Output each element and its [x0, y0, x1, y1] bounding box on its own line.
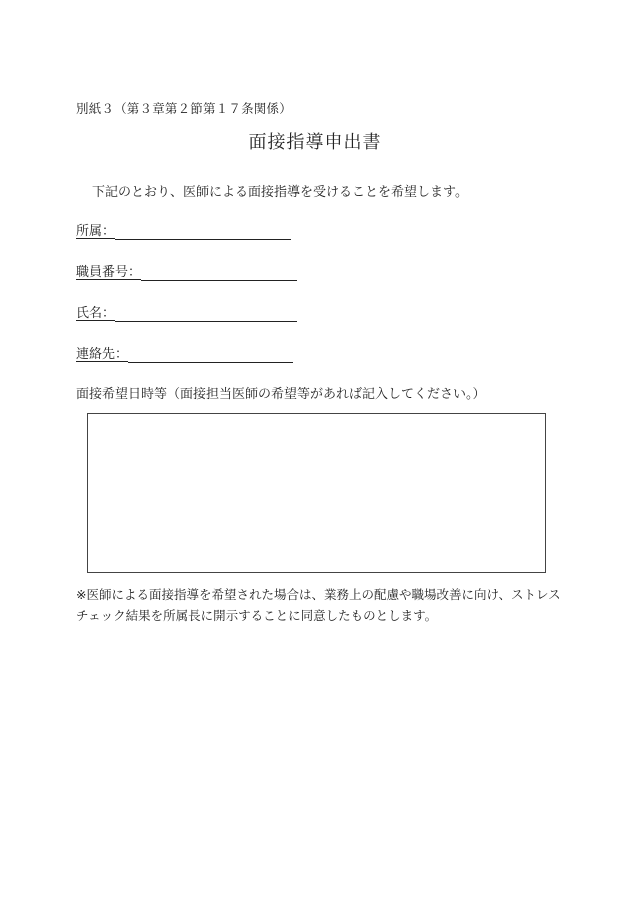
name-label: 氏名： [76, 306, 116, 321]
document-title: 面接指導申出書 [248, 132, 382, 153]
name-field [76, 302, 297, 321]
contact-label: 連絡先： [76, 347, 129, 362]
staff-number-field [76, 261, 297, 280]
consent-note [76, 584, 566, 626]
affiliation-label: 所属： [76, 224, 116, 239]
schedule-input-box[interactable] [87, 413, 546, 573]
intro-statement: 下記のとおり、医師による面接指導を受けることを希望します。 [92, 185, 468, 200]
affiliation-field [76, 220, 291, 239]
schedule-label: 面接希望日時等（面接担当医師の希望等があれば記入してください。） [76, 387, 486, 402]
staff-number-input-line[interactable] [141, 265, 297, 281]
consent-note-line-1: ※医師による面接指導を希望された場合は、業務上の配慮や職場改善に向け、ストレス [76, 587, 561, 602]
consent-note-line-2: チェック結果を所属長に開示することに同意したものとします。 [76, 608, 438, 623]
contact-input-line[interactable] [128, 347, 293, 363]
staff-number-label: 職員番号： [76, 265, 142, 280]
contact-field [76, 343, 293, 362]
name-input-line[interactable] [115, 306, 297, 322]
annex-label: 別紙３（第３章第２節第１７条関係） [76, 101, 292, 116]
affiliation-input-line[interactable] [115, 224, 291, 240]
